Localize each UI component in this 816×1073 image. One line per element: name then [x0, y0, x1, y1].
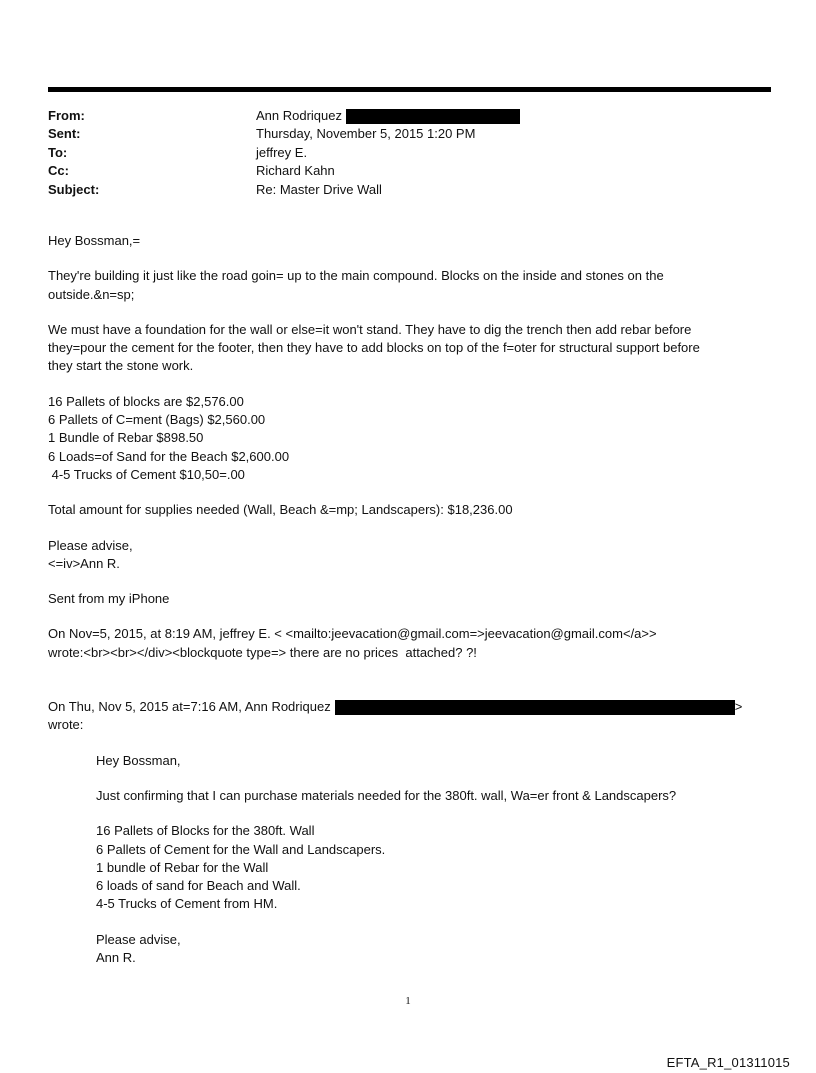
email-body — [48, 232, 778, 967]
quoted-item: 16 Pallets of Blocks for the 380ft. Wall — [96, 823, 315, 839]
from-value: Ann Rodriquez — [256, 108, 342, 123]
advise-line: Please advise, — [48, 537, 133, 553]
redaction-bar — [335, 700, 735, 715]
quoted-message — [96, 752, 778, 968]
from-row — [48, 107, 771, 125]
redaction-bar — [346, 109, 520, 124]
sent-from-line: Sent from my iPhone — [48, 591, 170, 607]
supply-item: 16 Pallets of blocks are $2,576.00 — [48, 393, 244, 409]
quoted-item: 6 loads of sand for Beach and Wall. — [96, 878, 301, 894]
sent-row — [48, 125, 771, 143]
cc-value: Richard Kahn — [256, 163, 335, 179]
to-label: To: — [48, 144, 68, 160]
header-rule — [48, 87, 771, 92]
quoted-intro — [48, 698, 778, 716]
cc-label: Cc: — [48, 163, 69, 179]
paragraph-line: they=pour the cement for the footer, then they have to add blocks on top of the f=oter for structural support before — [48, 340, 700, 356]
supply-item: 6 Pallets of C=ment (Bags) $2,560.00 — [48, 412, 266, 428]
quoted-greeting: Hey Bossman, — [96, 752, 181, 768]
paragraph-line: outside.&n=sp; — [48, 286, 135, 302]
quoted-confirm: Just confirming that I can purchase materials needed for the 380ft. wall, Wa=er front & Landscapers? — [96, 787, 677, 803]
to-value: jeffrey E. — [256, 144, 308, 160]
sent-value: Thursday, November 5, 2015 1:20 PM — [256, 126, 476, 142]
subject-value: Re: Master Drive Wall — [256, 181, 382, 197]
quoted-item: 1 bundle of Rebar for the Wall — [96, 859, 269, 875]
paragraph-line: They're building it just like the road goin= up to the main compound. Blocks on the inside and stones on the — [48, 268, 664, 284]
quoted-intro-text: On Thu, Nov 5, 2015 at=7:16 AM, Ann Rodriquez — [48, 699, 331, 715]
quoted-intro-wrote: wrote: — [48, 717, 84, 733]
supply-item: 6 Loads=of Sand for the Beach $2,600.00 — [48, 448, 290, 464]
quoted-signature: Ann R. — [96, 950, 136, 966]
supply-item: 1 Bundle of Rebar $898.50 — [48, 430, 204, 446]
document-id: EFTA_R1_01311015 — [666, 1055, 790, 1070]
reply-line: wrote:<br><br></div><blockquote type=> there are no prices attached? ?! — [48, 644, 477, 660]
email-header — [48, 107, 771, 199]
greeting: Hey Bossman,= — [48, 233, 141, 248]
quoted-item: 6 Pallets of Cement for the Wall and Landscapers. — [96, 841, 386, 857]
page-number: 1 — [405, 995, 411, 1007]
from-label: From: — [48, 108, 85, 123]
subject-label: Subject: — [48, 181, 100, 197]
cc-row — [48, 162, 771, 180]
reply-line: On Nov=5, 2015, at 8:19 AM, jeffrey E. < <mailto:jeevacation@gmail.com=>jeevacation@gmail.com</a>> — [48, 626, 657, 642]
quoted-advise: Please advise, — [96, 931, 181, 947]
subject-row — [48, 181, 771, 199]
sent-label: Sent: — [48, 126, 81, 142]
supply-item: 4-5 Trucks of Cement $10,50=.00 — [48, 466, 245, 482]
total-line: Total amount for supplies needed (Wall, Beach &=mp; Landscapers): $18,236.00 — [48, 502, 513, 518]
quoted-item: 4-5 Trucks of Cement from HM. — [96, 896, 278, 912]
quoted-intro-tail: > — [734, 699, 743, 715]
paragraph-line: We must have a foundation for the wall or else=it won't stand. They have to dig the trench then add rebar before — [48, 321, 692, 337]
to-row — [48, 144, 771, 162]
signature: <=iv>Ann R. — [48, 555, 120, 571]
paragraph-line: they start the stone work. — [48, 358, 194, 374]
